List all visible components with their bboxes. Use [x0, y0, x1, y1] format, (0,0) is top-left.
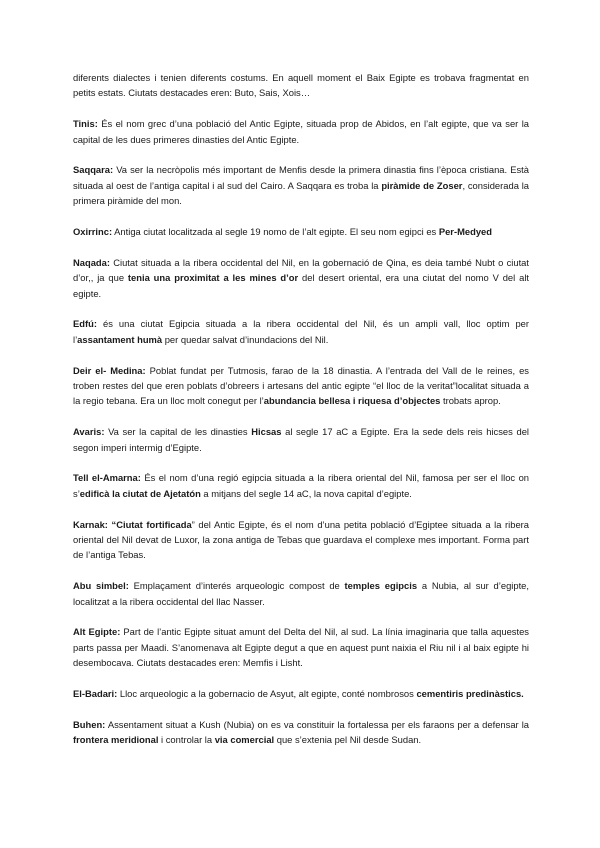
glossary-entry [73, 717, 529, 748]
glossary-entry [73, 578, 529, 609]
bold-text: edificà la ciutat de Ajetatón [79, 487, 201, 499]
bold-text: temples egipcis [344, 580, 418, 592]
bold-text: El-Badari: [73, 688, 118, 700]
body-text: Part de l’antic Egipte situat amunt del Delta del Nil, al sud. La línia imaginaria que talla aquestes parts passa per Maadi. S’anomenava alt Egipte degut a que en aquest punt naixia el Riu nil i al baix egipte hi desembocava. Ciutats destacades eren: Memfis i Lisht. [73, 626, 529, 669]
glossary-entry [73, 424, 529, 455]
glossary-entry [73, 70, 529, 101]
bold-text: Saqqara: [73, 164, 114, 176]
bold-text: assantament humà [77, 333, 163, 345]
glossary-entry [73, 686, 529, 701]
body-text: a Nubia, al sur d’egipte, localitzat a la ribera occidental del llac Nasser. [73, 580, 529, 607]
bold-text: frontera meridional [73, 734, 159, 746]
body-text: Va ser la capital de les dinasties [104, 426, 252, 438]
bold-text: abundancia bellesa i riquesa d’objectes [263, 395, 441, 407]
bold-text: Per-Medyed [438, 226, 492, 238]
body-text: que s’extenia pel Nil desde Sudan. [274, 734, 422, 746]
bold-text: via comercial [214, 734, 275, 746]
bold-text: Oxirrinc: [73, 226, 113, 238]
body-text: trobats aprop. [440, 395, 501, 407]
document-page [73, 70, 529, 763]
bold-text: Tell el-Amarna: [73, 472, 141, 484]
glossary-entry [73, 316, 529, 347]
body-text: a mitjans del segle 14 aC, la nova capital d’egipte. [200, 487, 412, 499]
body-text: al segle 17 aC a Egipte. Era la sede dels reis hicses del segon imperi intermig d’Egipte. [73, 426, 529, 453]
body-text: del desert oriental, era una ciutat del nomo V del alt egipte. [73, 272, 530, 299]
body-text: ” del Antic Egipte, és el nom d’una petita població d’Egiptee situada a la ribera oriental del Nil devat de Luxor, la zona antiga de Tebas que guardava el complexe mes important. Forma part de l’antiga Tebas. [73, 518, 530, 561]
body-text: i controlar la [158, 734, 215, 746]
bold-text: tenia una proximitat a les mines d’or [127, 272, 299, 284]
bold-text: Avaris: [73, 426, 105, 438]
bold-text: Karnak: [73, 518, 108, 530]
body-text: Va ser la necròpolis més important de Menfis desde la primera dinastia fins l’època cristiana. Està situada al oest de l’antiga capital i al sud del Cairo. A Saqqara es troba la [73, 164, 529, 191]
bold-text: piràmide de Zoser [381, 179, 463, 191]
glossary-entry [73, 517, 529, 563]
body-text: Poblat fundat per Tutmosis, farao de la 18 dinastia. A l’entrada del Vall de le reines, es troben restes del que eren poblats d’obreers i artesans del antic egipte “el lloc de la veritat”localitat situada a la regio tebana. Era un lloc molt conegut per l’ [73, 364, 529, 407]
body-text: , considerada la primera piràmide del mon. [73, 179, 529, 207]
bold-text: Deir el- Medina: [73, 364, 146, 376]
glossary-entry [73, 624, 529, 670]
body-text: Assentament situat a Kush (Nubia) on es va constituir la fortalessa per els faraons per a defensar la [105, 718, 529, 730]
body-text: És el nom d’una regió egipcia situada a la ribera oriental del Nil, famosa per ser el lloc on s’ [73, 472, 529, 499]
body-text: És el nom grec d’una població del Antic Egipte, situada prop de Abidos, en l’alt egipte, que va ser la capital de les dues primeres dinasties del Antic Egipte. [73, 118, 529, 145]
body-text: Emplaçament d’interés arqueologic compost de [128, 580, 345, 592]
body-text: diferents dialectes i tenien diferents costums. En aquell moment el Baix Egipte es trobava fragmentat en petits estats. Ciutats destacades eren: Buto, Sais, Xois… [73, 72, 529, 99]
glossary-entry [73, 363, 529, 409]
bold-text: cementiris predinàstics. [416, 688, 524, 700]
body-text: Antiga ciutat localitzada al segle 19 nomo de l’alt egipte. El seu nom egipci es [112, 226, 439, 238]
glossary-entry [73, 162, 529, 208]
glossary-entry [73, 255, 529, 301]
bold-text: Buhen: [73, 718, 106, 730]
glossary-entry [73, 224, 529, 239]
bold-text: Edfú: [73, 318, 97, 330]
bold-text: Abu simbel: [73, 580, 129, 592]
body-text: per quedar salvat d’inundacions del Nil. [162, 333, 329, 345]
body-text: és una ciutat Egipcia situada a la ribera occidental del Nil, és un ampli vall, lloc optim per l’ [73, 318, 529, 345]
glossary-entry [73, 470, 529, 501]
body-text: Lloc arqueologic a la gobernacio de Asyut, alt egipte, conté nombrosos [117, 688, 417, 700]
body-text: Ciutat situada a la ribera occidental del Nil, en la gobernació de Qina, es deia també Nubt o ciutat d’or,, ja que [73, 256, 529, 284]
bold-text: Naqada: [73, 256, 110, 268]
bold-text: Hicsas [251, 426, 282, 438]
bold-text: “Ciutat fortificada [111, 518, 192, 530]
glossary-entry [73, 116, 529, 147]
bold-text: Alt Egipte: [73, 626, 121, 638]
bold-text: Tinis: [73, 118, 98, 130]
